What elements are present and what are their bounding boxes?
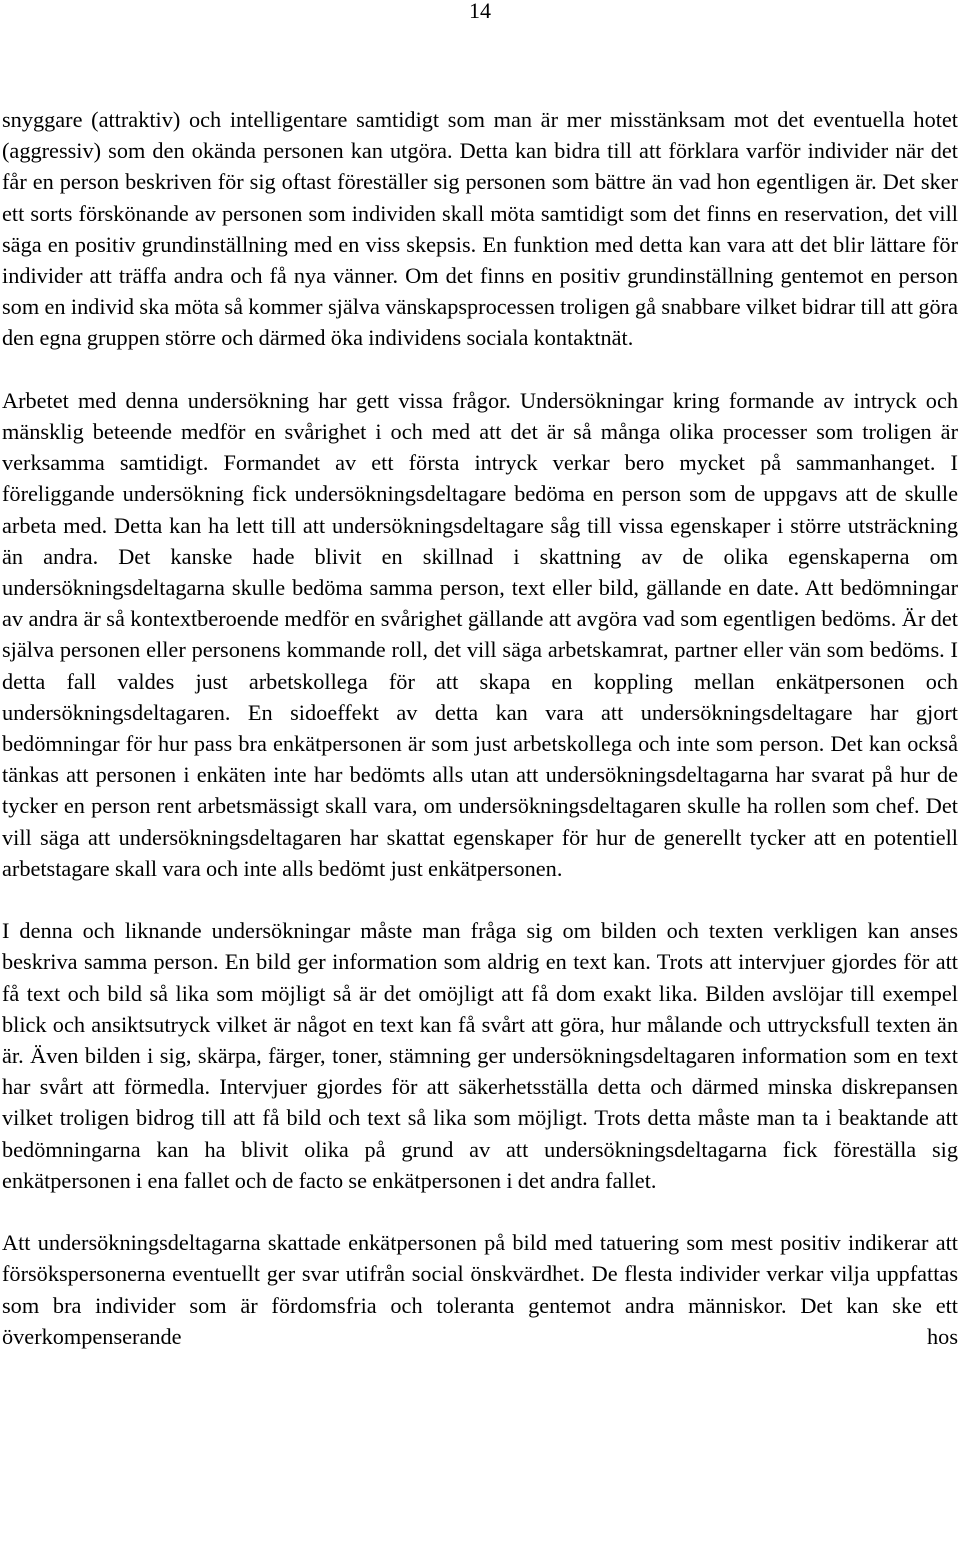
paragraph: snyggare (attraktiv) och intelligentare samtidigt som man är mer misstänksam mot det eventuella hotet (aggressiv) som den okända personen kan utgöra. Detta kan bidra till att förklara varför individer när det får en person beskriven för sig oftast föreställer sig personen som bättre än vad hon egentligen är. Det sker ett sorts förskönande av personen som individen skall möta samtidigt som det finns en reservation, det vill säga en positiv grundinställning med en viss skepsis. En funktion med detta kan vara att det blir lättare för individer att träffa andra och få nya vänner. Om det finns en positiv grundinställning gentemot en person som en individ ska möta så kommer själva vänskapsprocessen troligen gå snabbare vilket bidrar till att göra den egna gruppen större och därmed öka individens sociala kontaktnät.: [2, 107, 958, 351]
page-number: 14: [469, 0, 491, 23]
paragraph: Arbetet med denna undersökning har gett vissa frågor. Undersökningar kring formande av intryck och mänsklig beteende medför en svårighet i och med att det är så många olika processer som troligen är verksamma samtidigt. Formandet av ett första intryck verkar bero mycket på sammanhanget. I föreliggande undersökning fick undersökningsdeltagare bedöma en person som de uppgavs att de skulle arbeta med. Detta kan ha lett till att undersökningsdeltagare såg till vissa egenskaper i större utsträckning än andra. Det kanske hade blivit en skillnad i skattning av de olika egenskaperna om undersökningsdeltagarna skulle bedöma samma person, text eller bild, gällande en date. Att bedömningar av andra är så kontextberoende medför en svårighet gällande att avgöra vad som egentligen bedöms. Är det själva personen eller personens kommande roll, det vill säga arbetskamrat, partner eller vän som bedöms. I detta fall valdes just arbetskollega för att skapa en koppling mellan enkätpersonen och undersökningsdeltagaren. En sidoeffekt av detta kan vara att undersökningsdeltagare har gjort bedömningar för hur pass bra enkätpersonen är som just arbetskollega och inte som person. Det kan också tänkas att personen i enkäten inte har bedömts alls utan att undersökningsdeltagarna har svarat på hur de tycker en person rent arbetsmässigt skall vara, om undersökningsdeltagaren skulle ha rollen som chef. Det vill säga att undersökningsdeltagaren har skattat egenskaper för hur de generellt tycker att en potentiell arbetstagare skall vara och inte alls bedömt just enkätpersonen.: [2, 387, 958, 881]
paragraph: I denna och liknande undersökningar måste man fråga sig om bilden och texten verkligen kan anses beskriva samma person. En bild ger information som aldrig en text kan. Trots att intervjuer gjordes för att få text och bild så lika som möjligt så är det omöjligt att få dom exakt lika. Bilden avslöjar till exempel blick och ansiktsutryck vilket är något en text kan få svårt att göra, hur målande och uttrycksfull texten än är. Även bilden i sig, skärpa, färger, toner, stämning ger undersökningsdeltagaren information som en text har svårt att förmedla. Intervjuer gjordes för att säkerhetsställa detta och därmed minska diskrepansen vilket troligen bidrog till att få bild och text så lika som möjligt. Trots detta måste man ta i beaktande att bedömningarna kan ha blivit olika på grund av att undersökningsdeltagarna fick föreställa sig enkätpersonen i ena fallet och de facto se enkätpersonen i det andra fallet.: [2, 918, 958, 1193]
document-body: [2, 104, 958, 1352]
paragraph: Att undersökningsdeltagarna skattade enkätpersonen på bild med tatuering som mest positiv indikerar att försökspersonerna eventuellt ger svar utifrån social önskvärdhet. De flesta individer verkar vilja uppfattas som bra individer som är fördomsfria och toleranta gentemot andra människor. Det kan ske ett överkompenserande hos: [2, 1230, 958, 1349]
